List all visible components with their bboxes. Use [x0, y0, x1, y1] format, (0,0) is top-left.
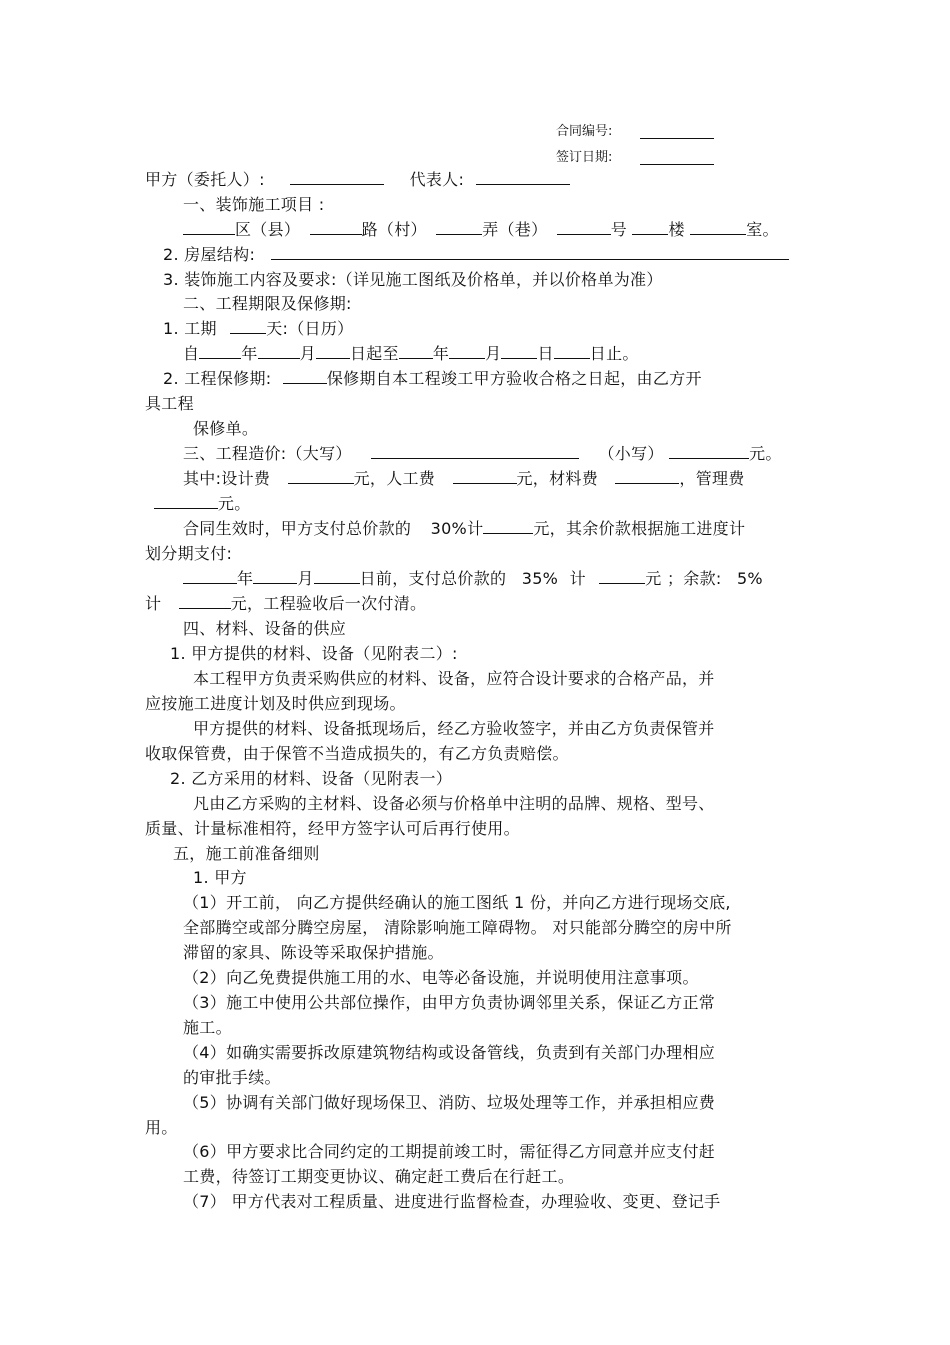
- payment-1-amount-field[interactable]: [483, 518, 533, 534]
- payment-1-line: [183, 518, 745, 540]
- end-label: 日止。: [589, 344, 639, 363]
- section-1-title: 一、装饰施工项目 :: [183, 195, 325, 214]
- payment-2-day-field[interactable]: [314, 568, 360, 584]
- district-field[interactable]: [183, 219, 235, 235]
- payment-3-text: 元，工程验收后一次付清。: [230, 594, 427, 613]
- address-line: [183, 219, 779, 241]
- yuan-label-2: 元。: [218, 494, 251, 513]
- month-label: 月: [299, 344, 316, 363]
- material-fee-label: 元，材料费: [516, 469, 599, 488]
- price-uppercase-field[interactable]: [371, 443, 579, 459]
- clause-5-cont: 用。: [145, 1118, 178, 1137]
- lane-label: 弄（巷）: [482, 220, 548, 239]
- management-fee-line: [154, 493, 251, 515]
- representative-label: 代表人:: [409, 170, 465, 189]
- party-a-materials-p1: 本工程甲方负责采购供应的材料、设备，应符合设计要求的合格产品，并: [193, 669, 715, 688]
- structure-line: [163, 244, 789, 266]
- warranty-label: 2. 工程保修期:: [163, 369, 272, 388]
- party-a-field[interactable]: [290, 169, 384, 185]
- party-a-line: [145, 169, 570, 191]
- party-a-materials-title: 1. 甲方提供的材料、设备（见附表二）:: [170, 644, 458, 663]
- end-month-field[interactable]: [449, 343, 485, 359]
- building-field[interactable]: [632, 219, 668, 235]
- day-from-label: 日起至: [349, 344, 399, 363]
- warranty-field[interactable]: [283, 368, 327, 384]
- payment-2-month-label: 月: [297, 569, 314, 588]
- room-label: 室。: [746, 220, 779, 239]
- duration-unit: 天:（日历）: [266, 319, 354, 338]
- from-label: 自: [183, 344, 200, 363]
- payment-3-line: [145, 593, 426, 615]
- design-fee-label: 其中:设计费: [183, 469, 271, 488]
- price-line: [183, 443, 782, 465]
- payment-2-percent: 35%: [521, 569, 559, 588]
- payment-2-line: [183, 568, 763, 590]
- party-a-materials-p1-cont: 应按施工进度计划及时供应到现场。: [145, 694, 406, 713]
- balance-label: 元 ；余款:: [645, 569, 722, 588]
- year-label: 年: [241, 344, 258, 363]
- payment-2-ji: 计: [569, 569, 586, 588]
- clause-5: （5）协调有关部门做好现场保卫、消防、垃圾处理等工作，并承担相应费: [183, 1093, 716, 1112]
- labor-fee-field[interactable]: [453, 468, 517, 484]
- warranty-text: 保修期自本工程竣工甲方验收合格之日起，由乙方开: [326, 369, 702, 388]
- road-field[interactable]: [310, 219, 362, 235]
- party-b-materials-title: 2. 乙方采用的材料、设备（见附表一）: [170, 769, 453, 788]
- date-range-line: [183, 343, 639, 365]
- section-2-title: 二、工程期限及保修期:: [183, 294, 352, 313]
- clause-6: （6）甲方要求比合同约定的工期提前竣工时，需征得乙方同意并应支付赶: [183, 1142, 716, 1161]
- clause-3: （3）施工中使用公共部位操作，由甲方负责协调邻里关系，保证乙方正常: [183, 993, 716, 1012]
- section-5-title: 五，施工前准备细则: [173, 844, 320, 863]
- warranty-line: [163, 368, 702, 390]
- payment-3-ji: 计: [145, 594, 162, 613]
- clause-1-cont: 全部腾空或部分腾空房屋， 清除影响施工障碍物。 对只能部分腾空的房中所: [183, 918, 732, 937]
- start-day-field[interactable]: [316, 343, 350, 359]
- start-year-field[interactable]: [199, 343, 241, 359]
- representative-field[interactable]: [476, 169, 570, 185]
- payment-1-text-b: 元，其余价款根据施工进度计: [533, 519, 746, 538]
- start-month-field[interactable]: [258, 343, 300, 359]
- room-field[interactable]: [690, 219, 746, 235]
- construction-content-line: 3. 装饰施工内容及要求:（详见施工图纸及价格单，并以价格单为准）: [163, 270, 663, 289]
- payment-2-year-label: 年: [237, 569, 254, 588]
- price-lowercase-label: （小写）: [598, 444, 664, 463]
- end-year-field[interactable]: [399, 343, 433, 359]
- number-field[interactable]: [557, 219, 611, 235]
- year-label-2: 年: [432, 344, 450, 363]
- warranty-slip: 保修单。: [193, 419, 259, 438]
- payment-2-year-field[interactable]: [183, 568, 237, 584]
- payment-1-text: 合同生效时，甲方支付总价款的: [183, 519, 412, 538]
- management-fee-field[interactable]: [154, 493, 218, 509]
- party-b-materials-p: 凡由乙方采购的主材料、设备必须与价格单中注明的品牌、规格、型号、: [193, 794, 715, 813]
- duration-line: [163, 318, 353, 340]
- party-a-label: 甲方（委托人）:: [145, 170, 265, 189]
- fee-breakdown-line: [183, 468, 745, 490]
- clause-4: （4）如确实需要拆改原建筑物结构或设备管线，负责到有关部门办理相应: [183, 1043, 716, 1062]
- end-extra-field[interactable]: [554, 343, 590, 359]
- end-day-field[interactable]: [501, 343, 537, 359]
- party-a-subtitle: 1. 甲方: [193, 868, 247, 887]
- clause-1: （1）开工前， 向乙方提供经确认的施工图纸 1 份，并向乙方进行现场交底,: [183, 893, 731, 912]
- contract-no-label: 合同编号:: [556, 124, 613, 139]
- lane-field[interactable]: [436, 219, 482, 235]
- building-label: 楼: [668, 220, 685, 239]
- management-fee-label: ，管理费: [679, 469, 745, 488]
- payment-1-ji: 计: [467, 519, 484, 538]
- party-a-materials-p2: 甲方提供的材料、设备抵现场后，经乙方验收签字，并由乙方负责保管并: [193, 719, 715, 738]
- payment-1-percent: 30%: [430, 519, 468, 538]
- balance-percent: 5%: [736, 569, 763, 588]
- month-label-2: 月: [485, 344, 502, 363]
- balance-amount-field[interactable]: [179, 593, 231, 609]
- party-a-materials-p2-cont: 收取保管费，由于保管不当造成损失的，有乙方负责赔偿。: [145, 744, 569, 763]
- payment-2-amount-field[interactable]: [599, 568, 645, 584]
- payment-2-text: 日前，支付总价款的: [359, 569, 507, 588]
- price-lowercase-field[interactable]: [669, 443, 749, 459]
- contract-no-field[interactable]: [640, 124, 714, 139]
- number-label: 号: [610, 220, 628, 239]
- material-fee-field[interactable]: [615, 468, 679, 484]
- duration-label: 1. 工期: [163, 319, 217, 338]
- labor-fee-label: 元，人工费: [353, 469, 436, 488]
- structure-label: 2. 房屋结构:: [163, 245, 256, 264]
- day-label: 日: [537, 344, 554, 363]
- road-label: 路（村）: [361, 220, 427, 239]
- clause-1-cont-2: 滞留的家具、陈设等采取保护措施。: [183, 943, 444, 962]
- party-b-materials-p-cont: 质量、计量标准相符，经甲方签字认可后再行使用。: [145, 819, 520, 838]
- yuan-label: 元。: [749, 444, 782, 463]
- section-4-title: 四、材料、设备的供应: [183, 619, 347, 638]
- clause-7: （7） 甲方代表对工程质量、进度进行监督检查，办理验收、变更、登记手: [183, 1192, 721, 1211]
- sign-date-label: 签订日期:: [556, 150, 613, 165]
- clause-4-cont: 的审批手续。: [183, 1068, 281, 1087]
- section-3-title: 三、工程造价:（大写）: [183, 444, 352, 463]
- district-label: 区（县）: [235, 220, 301, 239]
- clause-6-cont: 工费，待签订工期变更协议、确定赶工费后在行赶工。: [183, 1167, 575, 1186]
- design-fee-field[interactable]: [288, 468, 354, 484]
- clause-2: （2）向乙免费提供施工用的水、电等必备设施，并说明使用注意事项。: [183, 968, 699, 987]
- warranty-text-cont: 具工程: [145, 394, 194, 413]
- payment-1-cont: 划分期支付:: [145, 544, 233, 563]
- sign-date-field[interactable]: [640, 150, 714, 165]
- payment-2-month-field[interactable]: [253, 568, 297, 584]
- duration-days-field[interactable]: [230, 318, 266, 334]
- clause-3-cont: 施工。: [183, 1018, 232, 1037]
- structure-field[interactable]: [271, 244, 789, 260]
